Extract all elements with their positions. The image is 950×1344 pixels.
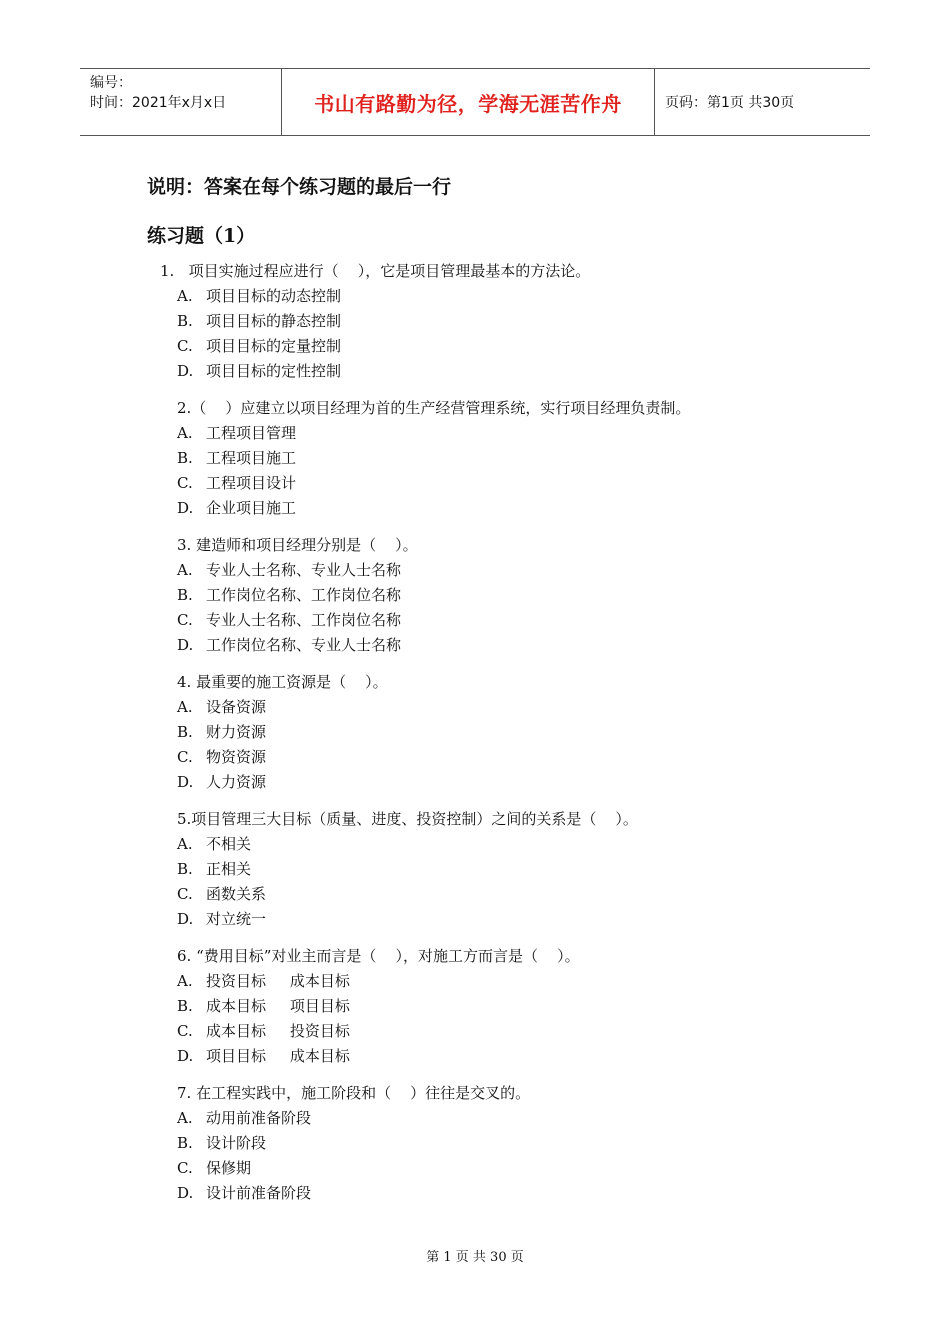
- option-text: 对立统一: [206, 910, 267, 928]
- option-text: 物资资源: [206, 748, 267, 766]
- option-letter: D.: [177, 1047, 194, 1065]
- question-4: [0, 670, 950, 795]
- option-letter: B.: [177, 449, 193, 467]
- header-page-info: 页码：第1页 共30页: [665, 95, 795, 111]
- option-text: 专业人士名称、工作岗位名称: [206, 611, 402, 629]
- answer-option: [0, 496, 950, 521]
- option-text: 函数关系: [206, 885, 267, 903]
- option-letter: D.: [177, 362, 194, 380]
- option-text: 专业人士名称、专业人士名称: [206, 561, 402, 579]
- option-text: 财力资源: [206, 723, 267, 741]
- answer-option: [0, 608, 950, 633]
- question-2: [0, 396, 950, 521]
- option-text: 项目目标的定量控制: [206, 337, 342, 355]
- answer-option: [0, 359, 950, 384]
- answer-option: [0, 770, 950, 795]
- answer-option: [0, 633, 950, 658]
- option-text: 工程项目施工: [206, 449, 297, 467]
- header-meta: [80, 69, 282, 135]
- header-motto: 书山有路勤为径，学海无涯苦作舟: [314, 91, 622, 116]
- option-letter: D.: [177, 1184, 194, 1202]
- question-3: [0, 533, 950, 658]
- option-letter: D.: [177, 910, 194, 928]
- option-text: 人力资源: [206, 773, 267, 791]
- option-letter: C.: [177, 611, 193, 629]
- option-text: 设计阶段: [206, 1134, 267, 1152]
- option-text: 成本目标 投资目标: [206, 1022, 350, 1040]
- option-letter: A.: [177, 561, 193, 579]
- answer-option: [0, 284, 950, 309]
- answer-note: 说明：答案在每个练习题的最后一行: [147, 176, 452, 198]
- answer-option: [0, 1156, 950, 1181]
- question-stem: 5.项目管理三大目标（质量、进度、投资控制）之间的关系是（ ）。: [177, 810, 638, 828]
- option-text: 项目目标的定性控制: [206, 362, 342, 380]
- option-text: 成本目标 项目目标: [206, 997, 350, 1015]
- answer-option: [0, 334, 950, 359]
- question-stem: 2.（ ）应建立以项目经理为首的生产经营管理系统，实行项目经理负责制。: [177, 399, 691, 417]
- option-letter: B.: [177, 997, 193, 1015]
- answer-option: [0, 720, 950, 745]
- answer-option: [0, 882, 950, 907]
- option-text: 动用前准备阶段: [206, 1109, 312, 1127]
- question-5: [0, 807, 950, 932]
- answer-option: [0, 994, 950, 1019]
- option-letter: B.: [177, 860, 193, 878]
- option-letter: B.: [177, 1134, 193, 1152]
- option-text: 项目目标的动态控制: [206, 287, 342, 305]
- answer-option: [0, 1106, 950, 1131]
- option-letter: A.: [177, 972, 193, 990]
- option-text: 工作岗位名称、专业人士名称: [206, 636, 402, 654]
- answer-option: [0, 969, 950, 994]
- answer-option: [0, 1044, 950, 1069]
- section-title: 练习题（1）: [147, 225, 256, 247]
- option-text: 项目目标 成本目标: [206, 1047, 350, 1065]
- option-letter: D.: [177, 636, 194, 654]
- answer-option: [0, 1131, 950, 1156]
- answer-option: [0, 832, 950, 857]
- option-letter: C.: [177, 474, 193, 492]
- option-letter: A.: [177, 287, 193, 305]
- answer-option: [0, 309, 950, 334]
- header-motto-cell: [282, 69, 655, 135]
- question-stem: 3. 建造师和项目经理分别是（ ）。: [177, 536, 418, 554]
- answer-option: [0, 558, 950, 583]
- option-text: 设备资源: [206, 698, 267, 716]
- option-letter: C.: [177, 885, 193, 903]
- option-letter: A.: [177, 698, 193, 716]
- option-text: 保修期: [206, 1159, 252, 1177]
- option-letter: B.: [177, 723, 193, 741]
- option-letter: A.: [177, 424, 193, 442]
- page-header: [80, 68, 870, 136]
- option-letter: D.: [177, 499, 194, 517]
- option-letter: C.: [177, 1159, 193, 1177]
- page-footer: 第 1 页 共 30 页: [426, 1250, 524, 1265]
- question-stem: 4. 最重要的施工资源是（ ）。: [177, 673, 388, 691]
- answer-option: [0, 471, 950, 496]
- option-text: 工程项目管理: [206, 424, 297, 442]
- option-text: 企业项目施工: [206, 499, 297, 517]
- answer-option: [0, 421, 950, 446]
- answer-option: [0, 745, 950, 770]
- option-text: 投资目标 成本目标: [206, 972, 350, 990]
- document-date-label: 时间：2021年x月x日: [90, 95, 227, 111]
- option-letter: B.: [177, 312, 193, 330]
- option-text: 设计前准备阶段: [206, 1184, 312, 1202]
- answer-option: [0, 1019, 950, 1044]
- question-stem: 6. “费用目标”对业主而言是（ ），对施工方而言是（ ）。: [177, 947, 580, 965]
- answer-option: [0, 695, 950, 720]
- option-letter: D.: [177, 773, 194, 791]
- option-letter: A.: [177, 835, 193, 853]
- question-list: [0, 259, 950, 1218]
- option-letter: C.: [177, 748, 193, 766]
- option-letter: C.: [177, 1022, 193, 1040]
- document-number-label: 编号：: [90, 75, 132, 91]
- answer-option: [0, 857, 950, 882]
- answer-option: [0, 907, 950, 932]
- answer-option: [0, 1181, 950, 1206]
- answer-option: [0, 446, 950, 471]
- option-letter: B.: [177, 586, 193, 604]
- question-1: [0, 259, 950, 384]
- option-letter: A.: [177, 1109, 193, 1127]
- option-text: 项目目标的静态控制: [206, 312, 342, 330]
- answer-option: [0, 583, 950, 608]
- question-6: [0, 944, 950, 1069]
- question-7: [0, 1081, 950, 1206]
- question-stem: 7. 在工程实践中，施工阶段和（ ）往往是交叉的。: [177, 1084, 531, 1102]
- option-text: 工作岗位名称、工作岗位名称: [206, 586, 402, 604]
- option-text: 工程项目设计: [206, 474, 297, 492]
- question-stem: 1. 项目实施过程应进行（ ），它是项目管理最基本的方法论。: [160, 262, 591, 280]
- option-text: 不相关: [206, 835, 252, 853]
- option-text: 正相关: [206, 860, 252, 878]
- option-letter: C.: [177, 337, 193, 355]
